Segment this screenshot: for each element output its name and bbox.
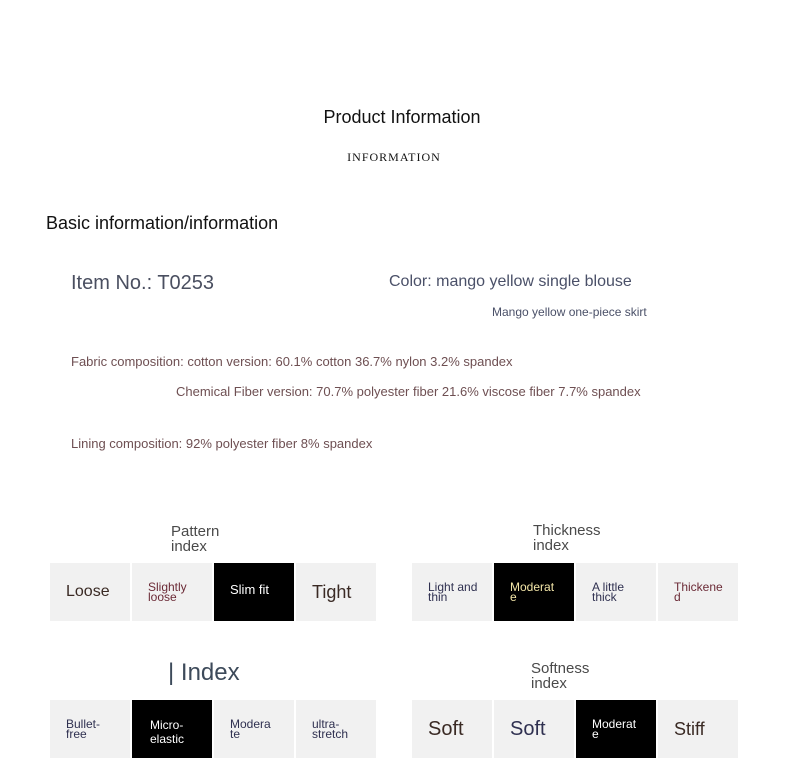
- thickness-option-little-thick[interactable]: [576, 563, 656, 621]
- elastic-index-row: [50, 700, 376, 758]
- pattern-option-slim-fit[interactable]: [214, 563, 294, 621]
- softness-option-label: Soft: [510, 717, 546, 740]
- softness-option-soft[interactable]: [412, 700, 492, 758]
- softness-option-label: Moderat e: [592, 717, 637, 741]
- elastic-option-moderate[interactable]: [214, 700, 294, 758]
- softness-option-soft-2[interactable]: [494, 700, 574, 758]
- thickness-option-label: A little thick: [592, 580, 625, 604]
- thickness-option-label: Moderat e: [510, 580, 555, 604]
- color-info-sub: Mango yellow one-piece skirt: [492, 305, 647, 319]
- softness-option-label: Stiff: [674, 718, 705, 739]
- item-number: Item No.: T0253: [71, 272, 215, 294]
- elastic-option-label: Bullet- free: [66, 717, 101, 741]
- pattern-option-tight[interactable]: [296, 563, 376, 621]
- section-title: Basic information/information: [46, 213, 279, 233]
- thickness-option-thickened[interactable]: [658, 563, 738, 621]
- softness-option-label: Soft: [428, 717, 464, 740]
- softness-index-title: Softness index: [531, 660, 590, 692]
- softness-index-row: [412, 700, 738, 758]
- page-subtitle: INFORMATION: [347, 150, 441, 164]
- pattern-option-slightly-loose[interactable]: [132, 563, 212, 621]
- thickness-option-moderate[interactable]: [494, 563, 574, 621]
- elastic-option-ultra-stretch[interactable]: [296, 700, 376, 758]
- fabric-composition: Fabric composition: cotton version: 60.1% cotton 36.7% nylon 3.2% spandex: [71, 354, 513, 369]
- elastic-index-title: | Index: [168, 659, 240, 686]
- pattern-index-title: Pattern index: [171, 523, 220, 555]
- page-title: Product Information: [323, 107, 481, 127]
- pattern-option-loose[interactable]: [50, 563, 130, 621]
- lining-composition: Lining composition: 92% polyester fiber 8% spandex: [71, 436, 373, 451]
- elastic-option-bullet-free[interactable]: [50, 700, 130, 758]
- softness-option-stiff[interactable]: [658, 700, 738, 758]
- fabric-composition-chemical: Chemical Fiber version: 70.7% polyester fiber 21.6% viscose fiber 7.7% spandex: [176, 384, 641, 399]
- color-info: Color: mango yellow single blouse: [389, 273, 632, 290]
- thickness-index-row: [412, 563, 738, 621]
- pattern-option-label: Slightly loose: [148, 580, 187, 604]
- thickness-option-label: Thickene d: [674, 580, 723, 604]
- thickness-index-title: Thickness index: [533, 522, 601, 554]
- elastic-option-label: ultra- stretch: [312, 717, 349, 741]
- softness-option-moderate[interactable]: [576, 700, 656, 758]
- pattern-option-label: Slim fit: [230, 582, 269, 597]
- pattern-option-label: Tight: [312, 581, 352, 602]
- thickness-option-light-thin[interactable]: [412, 563, 492, 621]
- pattern-index-row: [50, 563, 376, 621]
- elastic-option-label: Micro-elastic: [150, 718, 185, 746]
- elastic-option-label: Modera te: [230, 717, 271, 741]
- thickness-option-label: Light and thin: [428, 580, 478, 604]
- pattern-option-label: Loose: [66, 583, 110, 600]
- elastic-option-micro-elastic[interactable]: [132, 700, 212, 758]
